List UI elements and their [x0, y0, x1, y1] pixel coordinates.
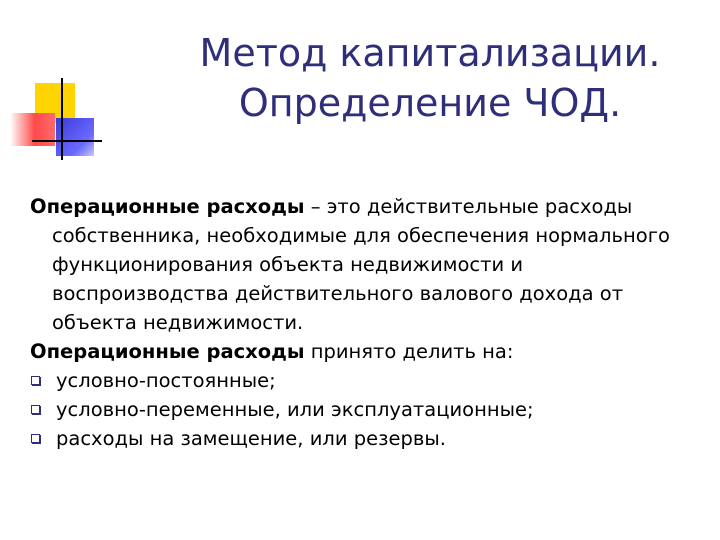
logo-horizontal-line [32, 140, 102, 142]
definition-term: Операционные расходы [30, 195, 305, 218]
slide-title-line-1: Метод капитализации. [199, 31, 661, 75]
list-item [30, 424, 700, 453]
list-item-text: расходы на замещение, или резервы. [56, 427, 446, 450]
list-item [30, 366, 700, 395]
definition-text: – это действительные расходы собственника, необходимые для обеспечения нормального функционирования объекта недвижимости и воспроизводства действительного валового дохода от объекта недвижимости. [52, 195, 670, 334]
classification-term: Операционные расходы [30, 340, 305, 363]
slide-title-line-2: Определение ЧОД. [238, 81, 622, 125]
logo-vertical-line [61, 78, 63, 160]
expense-types-list [30, 366, 700, 453]
slide-content [30, 192, 700, 453]
square-bullet-icon [31, 434, 40, 443]
classification-text: принято делить на: [304, 340, 514, 363]
slide-title [150, 28, 710, 128]
list-item [30, 395, 700, 424]
definition-paragraph [30, 192, 700, 337]
square-bullet-icon [31, 405, 40, 414]
square-bullet-icon [31, 376, 40, 385]
classification-paragraph [30, 337, 700, 366]
list-item-text: условно-постоянные; [56, 369, 276, 392]
list-item-text: условно-переменные, или эксплуатационные; [56, 398, 534, 421]
decorative-squares-logo [0, 0, 110, 170]
